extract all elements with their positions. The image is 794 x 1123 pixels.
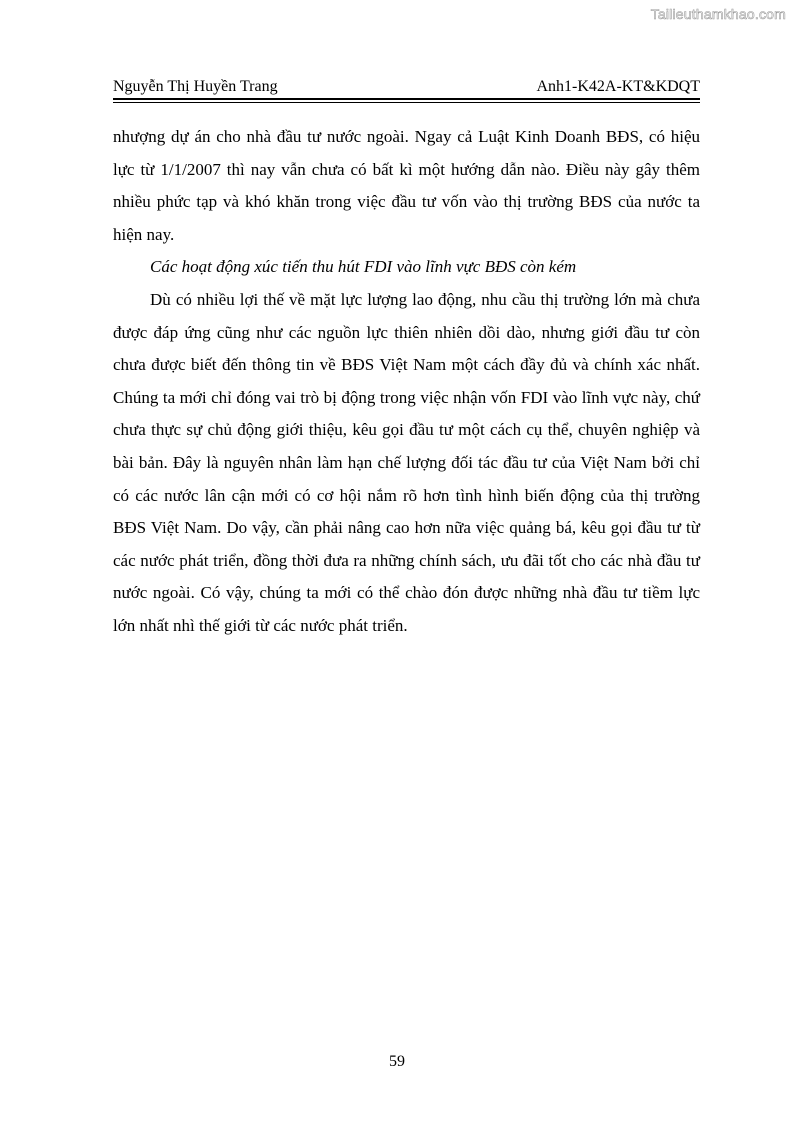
body-paragraph: Dù có nhiều lợi thế về mặt lực lượng lao động, nhu cầu thị trường lớn mà chưa được đáp ứng cũng như các nguồn lực thiên nhiên dồi dào, nhưng giới đầu tư còn chưa được biết đến thông tin về BĐS Việt Nam một cách đầy đủ và chính xác nhất. Chúng ta mới chỉ đóng vai trò bị động trong việc nhận vốn FDI vào lĩnh vực này, chứ chưa thực sự chủ động giới thiệu, kêu gọi đầu tư một cách cụ thể, chuyên nghiệp và bài bản. Đây là nguyên nhân làm hạn chế lượng đối tác đầu tư của Việt Nam bởi chỉ có các nước lân cận mới có cơ hội nắm rõ hơn tình hình biến động của thị trường BĐS Việt Nam. Do vậy, cần phải nâng cao hơn nữa việc quảng bá, kêu gọi đầu tư từ các nước phát triển, đồng thời đưa ra những chính sách, ưu đãi tốt cho các nhà đầu tư nước ngoài. Có vậy, chúng ta mới có thể chào đón được những nhà đầu tư tiềm lực lớn nhất nhì thế giới từ các nước phát triển.	[113, 289, 700, 635]
page-header	[113, 76, 700, 98]
header-rule	[113, 98, 700, 100]
header-author: Nguyễn Thị Huyền Trang	[113, 78, 278, 95]
header-rule-thin	[113, 102, 700, 103]
page-number: 59	[389, 1053, 405, 1070]
page-body	[113, 121, 700, 643]
continuation-paragraph: nhượng dự án cho nhà đầu tư nước ngoài. Ngay cả Luật Kinh Doanh BĐS, có hiệu lực từ 1/1/2007 thì nay vẫn chưa có bất kì một hướng dẫn nào. Điều này gây thêm nhiều phức tạp và khó khăn trong việc đầu tư vốn vào thị trường BĐS của nước ta hiện nay.	[113, 127, 700, 244]
section-subheading: Các hoạt động xúc tiến thu hút FDI vào lĩnh vực BĐS còn kém	[150, 257, 577, 277]
header-class: Anh1-K42A-KT&KDQT	[536, 78, 700, 95]
watermark-text: Tailieuthamkhao.com	[650, 6, 786, 22]
